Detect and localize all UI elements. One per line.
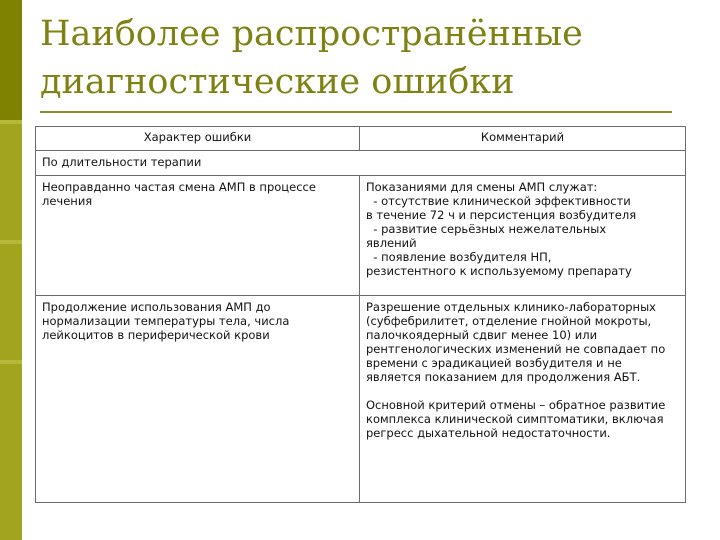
error-cell: Неоправданно частая смена АМП в процессе лечения (36, 176, 360, 296)
title-underline (40, 111, 672, 113)
comment-paragraph: Разрешение отдельных клинико-лабораторных (субфебрилитет, отделение гнойной мокроты, палочкоядерный сдвиг менее 10) или рентгенологических изменений не совпадает по времени с эрадикацией возбудителя и не является показанием для продолжения АБТ. (366, 300, 666, 384)
comment-line: - развитие серьёзных нежелательных (366, 222, 607, 236)
slide-title (40, 10, 700, 106)
header-error-type: Характер ошибки (36, 127, 360, 151)
table-row (36, 176, 686, 296)
comment-line: явлений (366, 236, 417, 250)
paragraph-gap (366, 384, 679, 398)
comment-line: в течение 72 ч и персистенция возбудителя (366, 208, 637, 222)
comment-cell (360, 176, 686, 296)
comment-line: - появление возбудителя НП, (366, 250, 552, 264)
slide-title-line-1: Наиболее распространённые (40, 14, 583, 54)
comment-line: резистентного к используемому препарату (366, 264, 632, 278)
comment-cell (360, 296, 686, 503)
header-comment: Комментарий (360, 127, 686, 151)
section-therapy-duration: По длительности терапии (36, 151, 686, 176)
side-accent-stripe (0, 360, 22, 364)
comment-paragraph: Основной критерий отмены – обратное развитие комплекса клинической симптоматики, включая регресс дыхательной недостаточности. (366, 398, 666, 440)
side-accent-stripe (0, 240, 22, 244)
table-header-row (36, 127, 686, 151)
slide-title-line-2: диагностические ошибки (40, 62, 515, 102)
error-cell: Продолжение использования АМП до нормализации температуры тела, числа лейкоцитов в периферической крови (36, 296, 360, 503)
side-accent-bar (0, 0, 22, 540)
comment-line: - отсутствие клинической эффективности (366, 194, 631, 208)
table-section-row (36, 151, 686, 176)
errors-table (35, 126, 686, 503)
side-accent-stripe (0, 120, 22, 124)
comment-line: Показаниями для смены АМП служат: (366, 180, 598, 194)
table-row (36, 296, 686, 503)
